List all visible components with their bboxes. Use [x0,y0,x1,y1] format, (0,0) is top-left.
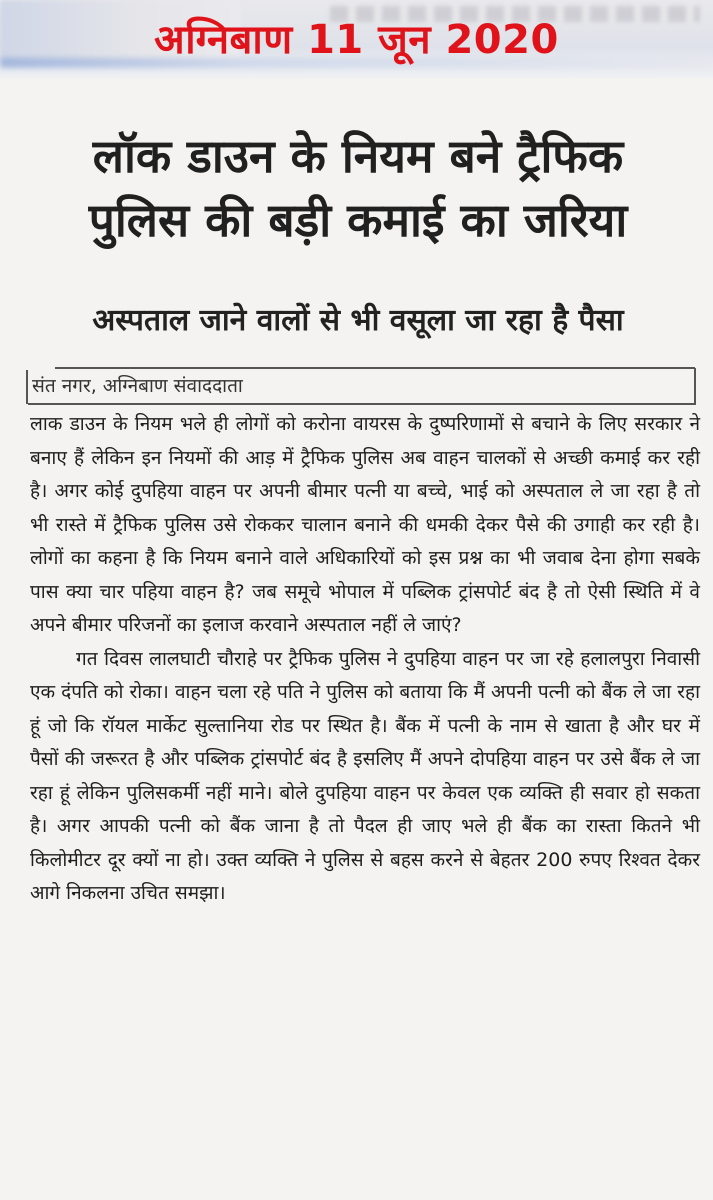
article-byline: संत नगर, अग्निबाण संवाददाता [32,375,243,397]
article-body [30,408,700,911]
article-paragraph-2: गत दिवस लालघाटी चौराहे पर ट्रैफिक पुलिस ने दुपहिया वाहन पर जा रहे हलालपुरा निवासी एक दंपति को रोका। वाहन चला रहे पति ने पुलिस को बताया कि मैं अपनी पत्नी को बैंक ले जा रहा हूं जो कि रॉयल मार्केट सुल्तानिया रोड पर स्थित है। बैंक में पत्नी के नाम से खाता है और घर में पैसों की जरूरत है और पब्लिक ट्रांसपोर्ट बंद है इसलिए मैं अपने दोपहिया वाहन पर उसे बैंक ले जा रहा हूं लेकिन पुलिसकर्मी नहीं माने। बोले दुपहिया वाहन पर केवल एक व्यक्ति ही सवार हो सकता है। अगर आपकी पत्नी को बैंक जाना है तो पैदल ही जाए भले ही बैंक का रास्ता कितने भी किलोमीटर दूर क्यों ना हो। उक्त व्यक्ति ने पुलिस से बहस करने से बेहतर 200 रुपए रिश्वत देकर आगे निकलना उचित समझा। [30,647,700,904]
article-paragraph-1: लाक डाउन के नियम भले ही लोगों को करोना वायरस के दुष्परिणामों से बचाने के लिए सरकार ने बनाए हैं लेकिन इन नियमों की आड़ में ट्रैफिक पुलिस अब वाहन चालकों से अच्छी कमाई कर रही है। अगर कोई दुपहिया वाहन पर अपनी बीमार पत्नी या बच्चे, भाई को अस्पताल ले जा रहा है तो भी रास्ते में ट्रैफिक पुलिस उसे रोककर चालान बनाने की धमकी देकर पैसे की उगाही कर रही है। लोगों का कहना है कि नियम बनाने वाले अधिकारियों को इस प्रश्न का भी जवाब देना होगा सबके पास क्या चार पहिया वाहन है? जब समूचे भोपाल में पब्लिक ट्रांसपोर्ट बंद है तो ऐसी स्थिति में वे अपने बीमार परिजनों का इलाज करवाने अस्पताल नहीं ले जाएं? [30,413,700,636]
article-subheadline: अस्पताल जाने वालों से भी वसूला जा रहा है पैसा [92,303,624,338]
byline-top-rule [55,367,695,369]
byline-bottom-rule [28,403,695,405]
byline-right-rule [694,368,696,405]
article-headline [20,124,696,252]
headline-line-2: पुलिस की बड़ी कमाई का जरिया [88,193,628,247]
byline-left-rule [26,370,28,404]
newspaper-masthead-date: अग्निबाण 11 जून 2020 [154,17,559,63]
headline-line-1: लॉक डाउन के नियम बने ट्रैफिक [92,129,624,183]
